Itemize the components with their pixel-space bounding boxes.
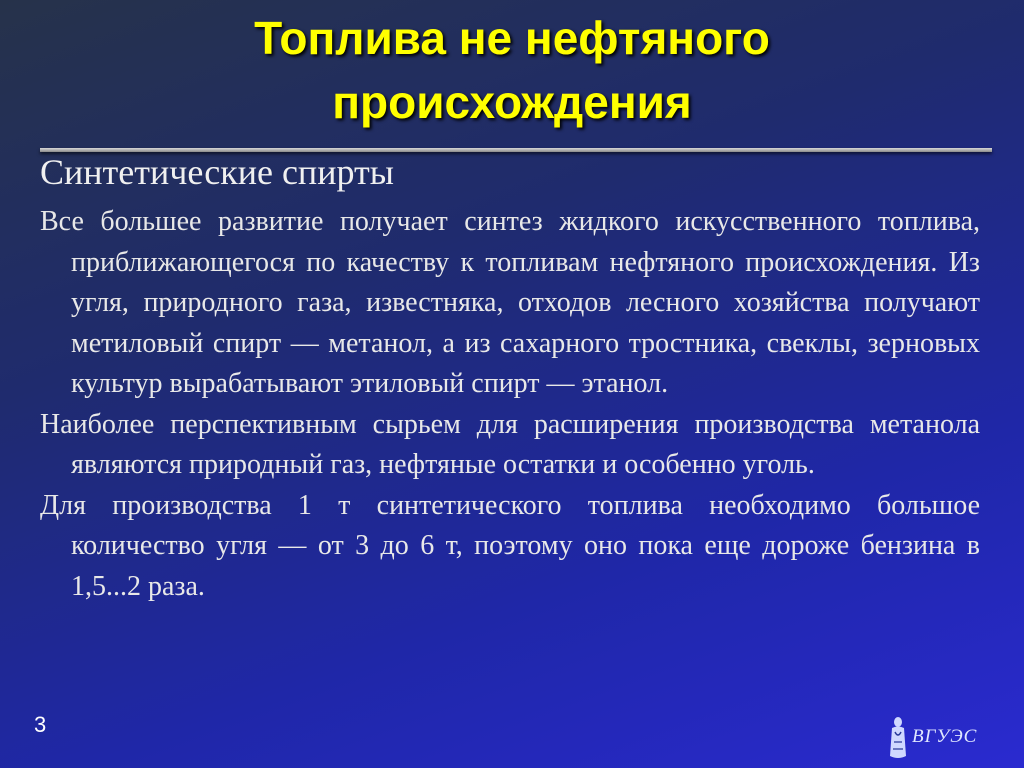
university-logo [886, 716, 996, 760]
paragraph-1: Все большее развитие получает синтез жидкого искусственного топлива, приближающегося по качеству к топливам нефтяного происхождения. Из угля, природного газа, известняка, отходов лесного хозяйства получают метиловый спирт — метанол, а из сахарного тростника, свеклы, зерновых культур вырабатывают этиловый спирт — этанол. [40, 206, 980, 399]
page-number: 3 [34, 712, 47, 737]
body-text [40, 202, 980, 607]
logo-text: ВГУЭС [912, 726, 978, 747]
paragraph-3: Для производства 1 т синтетического топлива необходимо большое количество угля — от 3 до 6 т, поэтому оно пока еще дороже бензина в 1,5...2 раза. [40, 489, 980, 602]
section-subtitle: Синтетические спирты [40, 152, 394, 192]
slide-title [40, 6, 984, 134]
paragraph-2: Наиболее перспективным сырьем для расширения производства метанола являются природный газ, нефтяные остатки и особенно уголь. [40, 408, 980, 480]
title-line-2: происхождения [332, 76, 692, 128]
title-line-1: Топлива не нефтяного [254, 12, 770, 64]
figure-emblem-icon [886, 716, 910, 760]
